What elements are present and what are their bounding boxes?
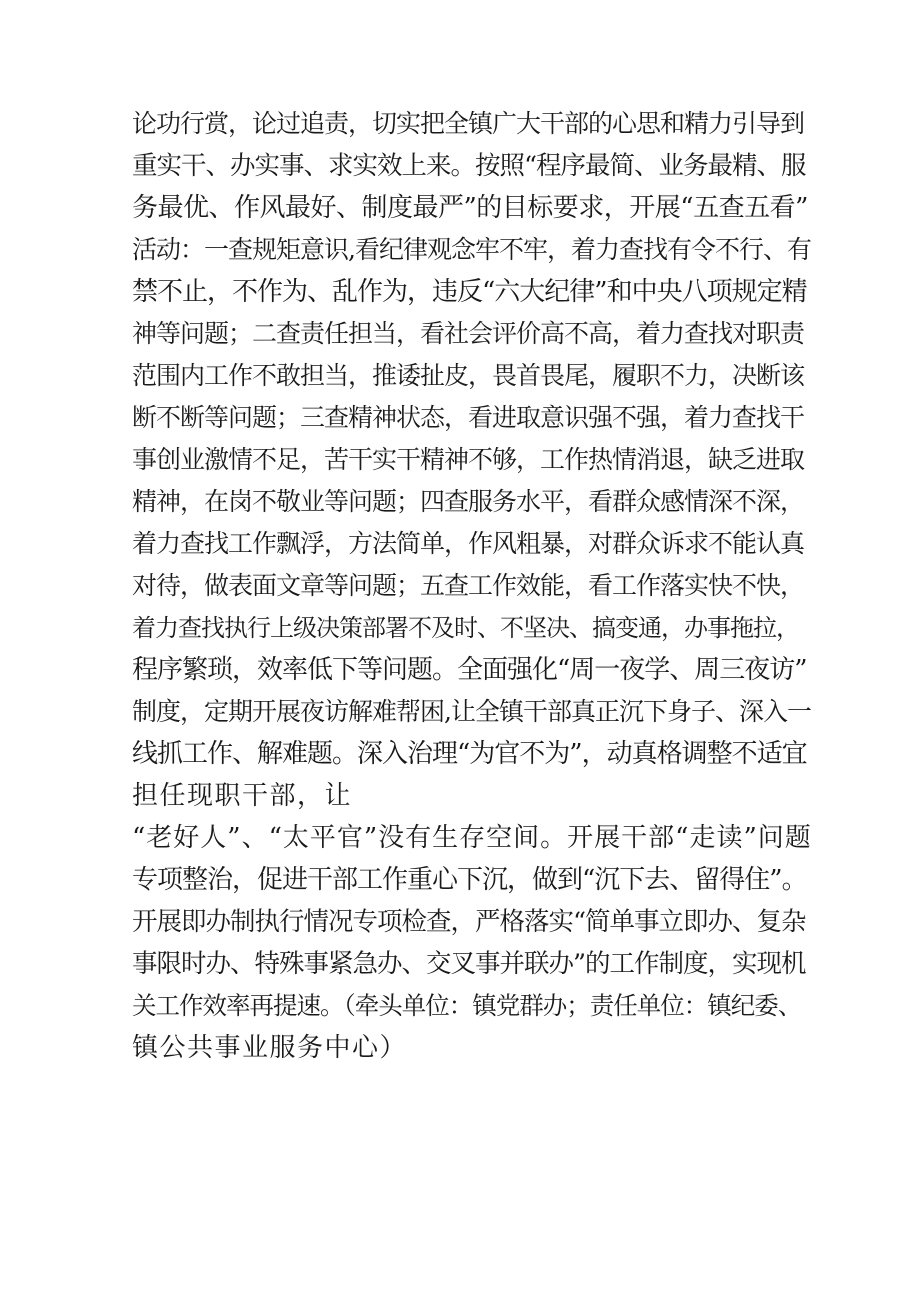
text-line: 论功行赏，论过追责，切实把全镇广大干部的心思和精力引导到 [132,109,805,138]
text-line: 专项整治，促进干部工作重心下沉，做到“沉下去、留得住”。 [132,865,807,895]
text-line: 对待，做表面文章等问题；五查工作效能，看工作落实快不快， [132,571,805,600]
text-line: 事创业激情不足，苦干实干精神不够，工作热情消退，缺乏进取 [132,445,805,474]
text-line: 神等问题；二查责任担当，看社会评价高不高，着力查找对职责 [132,319,805,348]
text-line: 重实干、办实事、求实效上来。按照“程序最简、业务最精、服 [132,151,806,181]
text-line: 务最优、作风最好、制度最严”的目标要求，开展“五查五看” [132,193,808,223]
text-line: 担任现职干部，让 [132,781,353,811]
text-line: 着力查找执行上级决策部署不及时、不坚决、搞变通，办事拖拉， [132,614,799,642]
text-line: 断不断等问题；三查精神状态，看进取意识强不强，着力查找干 [132,403,805,432]
text-line: 镇公共事业服务中心） [132,1033,408,1063]
text-line: 范围内工作不敢担当，推诿扯皮，畏首畏尾，履职不力，决断该 [132,361,805,390]
text-line: 事限时办、特殊事紧急办、交叉事并联办”的工作制度，实现机 [132,949,806,979]
text-line: 线抓工作、解难题。深入治理“为官不为”，动真格调整不适宜 [132,739,807,769]
text-line: 制度，定期开展夜访解难帮困,让全镇干部真正沉下身子、深入一 [132,697,811,726]
text-line: “老好人”、“太平官”没有生存空间。开展干部“走读”问题 [132,823,812,853]
text-line: 精神，在岗不敬业等问题；四查服务水平，看群众感情深不深， [132,487,805,516]
text-line: 着力查找工作飘浮，方法简单，作风粗暴，对群众诉求不能认真 [132,529,805,558]
text-line: 开展即办制执行情况专项检查，严格落实“简单事立即办、复杂 [132,907,806,937]
text-line: 程序繁琐，效率低下等问题。全面强化“周一夜学、周三夜访” [132,655,807,685]
body-text [132,103,812,1069]
text-line: 关工作效率再提速。（牵头单位：镇党群办；责任单位：镇纪委、 [132,991,802,1020]
text-line: 禁不止，不作为、乱作为，违反“六大纪律”和中央八项规定精 [132,277,807,307]
text-line: 活动：一查规矩意识,看纪律观念牢不牢，着力查找有令不行、有 [132,235,811,264]
